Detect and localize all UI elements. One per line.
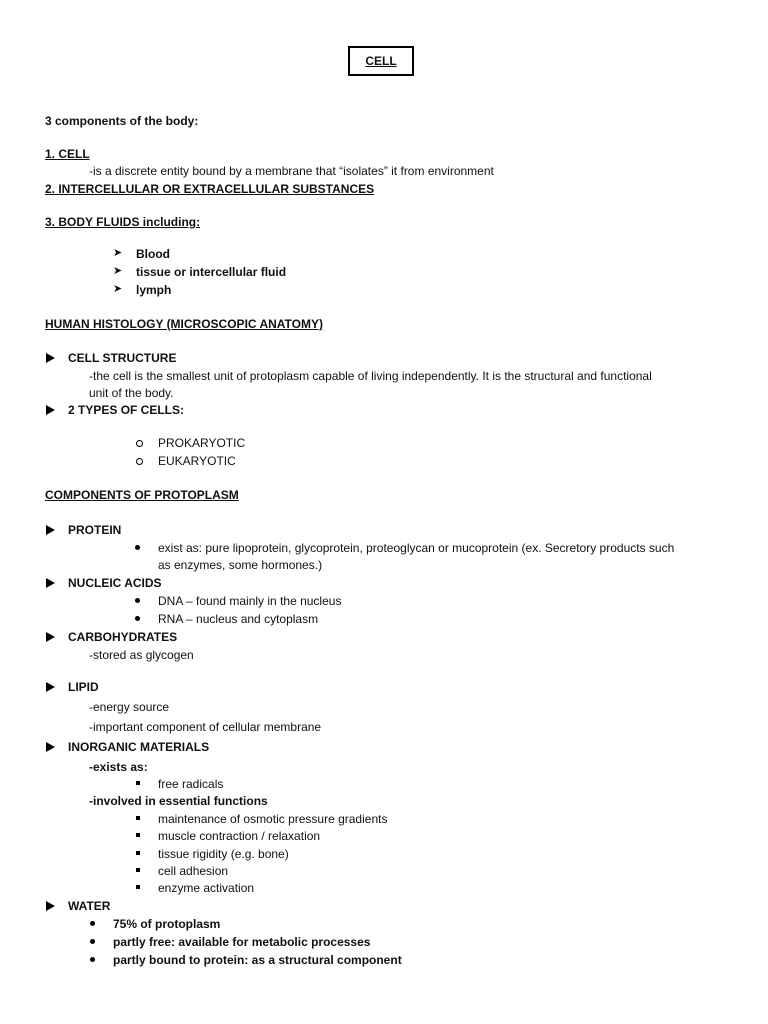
function-item: tissue rigidity (e.g. bone) — [158, 847, 289, 861]
triangle-bullet-icon — [46, 578, 55, 588]
protein-label: PROTEIN — [68, 523, 122, 537]
triangle-bullet-icon — [46, 632, 55, 642]
lipid-item: -important component of cellular membrane — [89, 720, 322, 734]
arrow-bullet-icon: ➤ — [113, 265, 123, 277]
function-item: enzyme activation — [158, 881, 255, 895]
triangle-bullet-icon — [46, 405, 55, 415]
protoplasm-heading: COMPONENTS OF PROTOPLASM — [45, 488, 239, 502]
circle-bullet-icon — [136, 458, 143, 465]
square-bullet-icon — [136, 868, 140, 872]
dot-bullet-icon — [90, 957, 95, 962]
carbohydrates-desc: -stored as glycogen — [89, 648, 194, 662]
function-item: maintenance of osmotic pressure gradients — [158, 812, 388, 826]
protein-desc-cont: as enzymes, some hormones.) — [158, 558, 323, 572]
circle-bullet-icon — [136, 440, 143, 447]
dot-bullet-icon — [135, 616, 140, 621]
cell-structure-label: CELL STRUCTURE — [68, 351, 177, 365]
inorganic-exists: -exists as: — [89, 760, 148, 774]
dot-bullet-icon — [135, 545, 140, 550]
inorganic-exists-item: free radicals — [158, 777, 224, 791]
page-title: CELL — [348, 46, 414, 76]
nucleic-item: RNA – nucleus and cytoplasm — [158, 612, 319, 626]
water-item: partly bound to protein: as a structural component — [113, 953, 402, 967]
component-2-heading: 2. INTERCELLULAR OR EXTRACELLULAR SUBSTANCES — [45, 182, 375, 196]
cell-structure-desc: -the cell is the smallest unit of protoplasm capable of living independently. It is the structural and functional — [89, 369, 652, 383]
water-label: WATER — [68, 899, 111, 913]
dot-bullet-icon — [90, 921, 95, 926]
triangle-bullet-icon — [46, 682, 55, 692]
inorganic-label: INORGANIC MATERIALS — [68, 740, 210, 754]
lipid-label: LIPID — [68, 680, 99, 694]
dot-bullet-icon — [135, 598, 140, 603]
nucleic-item: DNA – found mainly in the nucleus — [158, 594, 342, 608]
cell-type-item: PROKARYOTIC — [158, 436, 246, 450]
intro-text: 3 components of the body: — [45, 114, 199, 128]
component-1-heading: 1. CELL — [45, 147, 90, 161]
water-item: 75% of protoplasm — [113, 917, 221, 931]
histology-heading: HUMAN HISTOLOGY (MICROSCOPIC ANATOMY) — [45, 317, 324, 331]
body-fluid-item: Blood — [136, 247, 170, 261]
cell-structure-desc-cont: unit of the body. — [89, 386, 174, 400]
body-fluid-item: tissue or intercellular fluid — [136, 265, 287, 279]
function-item: muscle contraction / relaxation — [158, 829, 321, 843]
square-bullet-icon — [136, 781, 140, 785]
square-bullet-icon — [136, 833, 140, 837]
arrow-bullet-icon: ➤ — [113, 283, 123, 295]
triangle-bullet-icon — [46, 742, 55, 752]
arrow-bullet-icon: ➤ — [113, 247, 123, 259]
triangle-bullet-icon — [46, 353, 55, 363]
square-bullet-icon — [136, 816, 140, 820]
carbohydrates-label: CARBOHYDRATES — [68, 630, 178, 644]
component-1-desc: -is a discrete entity bound by a membrane that “isolates” it from environment — [89, 164, 494, 178]
triangle-bullet-icon — [46, 901, 55, 911]
square-bullet-icon — [136, 885, 140, 889]
body-fluid-item: lymph — [136, 283, 172, 297]
square-bullet-icon — [136, 851, 140, 855]
triangle-bullet-icon — [46, 525, 55, 535]
lipid-item: -energy source — [89, 700, 170, 714]
water-item: partly free: available for metabolic processes — [113, 935, 371, 949]
function-item: cell adhesion — [158, 864, 229, 878]
inorganic-involved: -involved in essential functions — [89, 794, 268, 808]
cell-type-item: EUKARYOTIC — [158, 454, 236, 468]
component-3-heading: 3. BODY FLUIDS including: — [45, 215, 201, 229]
nucleic-acids-label: NUCLEIC ACIDS — [68, 576, 162, 590]
protein-desc: exist as: pure lipoprotein, glycoprotein, proteoglycan or mucoprotein (ex. Secretory products such — [158, 541, 675, 555]
cell-types-label: 2 TYPES OF CELLS: — [68, 403, 185, 417]
dot-bullet-icon — [90, 939, 95, 944]
